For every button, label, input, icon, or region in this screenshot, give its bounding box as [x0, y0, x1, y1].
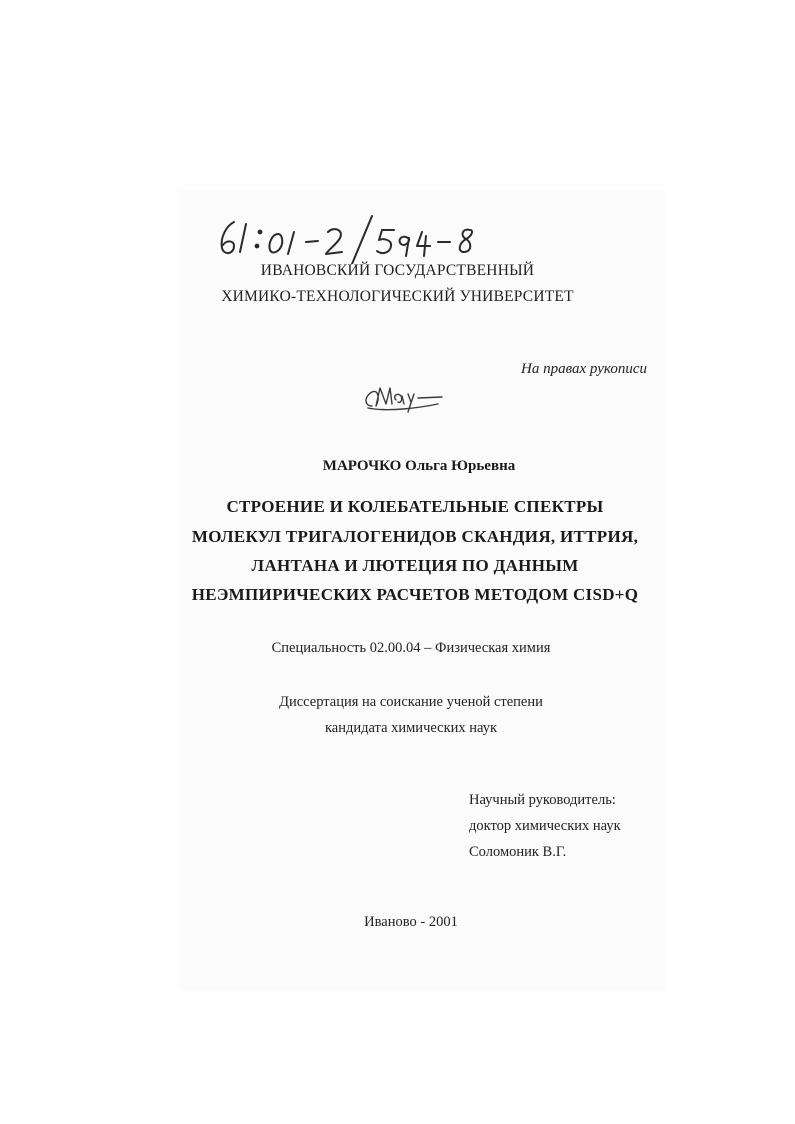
- dissertation-title-line-4: НЕЭМПИРИЧЕСКИХ РАСЧЕТОВ МЕТОДОМ CISD+Q: [191, 585, 639, 604]
- handwritten-archive-code: [212, 208, 482, 264]
- advisor-label: Научный руководитель:: [469, 792, 616, 808]
- place-and-year: Иваново - 2001: [364, 914, 458, 930]
- specialty-line: Специальность 02.00.04 – Физическая химия: [271, 640, 551, 656]
- advisor-degree: доктор химических наук: [469, 818, 621, 834]
- degree-line-2: кандидата химических наук: [324, 720, 498, 736]
- university-name-line-2: ХИМИКО-ТЕХНОЛОГИЧЕСКИЙ УНИВЕРСИТЕТ: [221, 288, 574, 305]
- advisor-name: Соломоник В.Г.: [469, 844, 567, 860]
- dissertation-title-line-1: СТРОЕНИЕ И КОЛЕБАТЕЛЬНЫЕ СПЕКТРЫ: [226, 497, 604, 516]
- author-name: МАРОЧКО Ольга Юрьевна: [322, 458, 516, 474]
- dissertation-title-line-2: МОЛЕКУЛ ТРИГАЛОГЕНИДОВ СКАНДИЯ, ИТТРИЯ,: [191, 527, 639, 546]
- university-name-line-1: ИВАНОВСКИЙ ГОСУДАРСТВЕННЫЙ: [260, 262, 535, 279]
- author-signature: [358, 378, 448, 414]
- dissertation-title-line-3: ЛАНТАНА И ЛЮТЕЦИЯ ПО ДАННЫМ: [251, 556, 579, 575]
- manuscript-rights-note: На правах рукописи: [521, 361, 647, 377]
- degree-line-1: Диссертация на соискание ученой степени: [279, 694, 543, 710]
